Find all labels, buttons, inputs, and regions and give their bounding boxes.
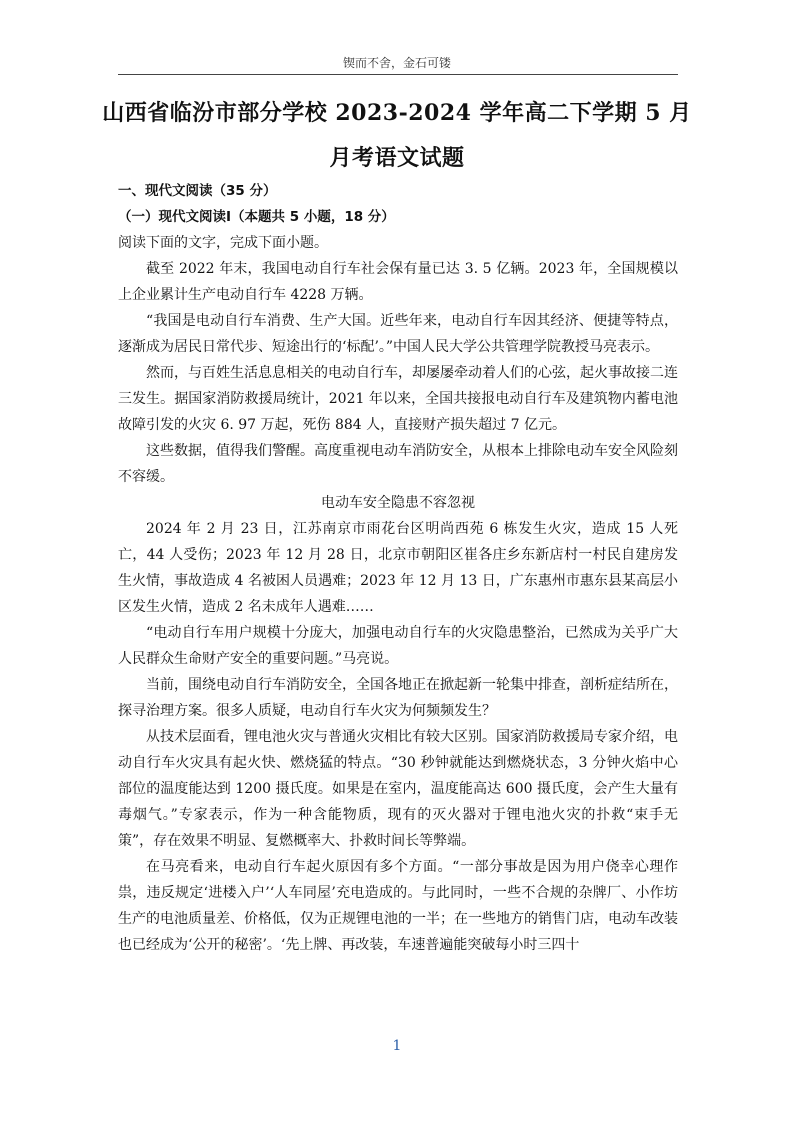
paragraph: 从技术层面看，锂电池火灾与普通火灾相比有较大区别。国家消防救援局专家介绍，电动自行车火灾具有起火快、燃烧猛的特点。“30 秒钟就能达到燃烧状态，3 分钟火焰中心部位的温度能达到 1200 摄氏度。如果是在室内，温度能高达 600 摄氏度，会产生大量有毒烟气。”专家表示，作为一种含能物质，现有的灭火器对于锂电池火灾的扑救“束手无策”，存在效果不明显、复燃概率大、扑救时间长等弊端。 bbox=[118, 729, 678, 849]
paragraph: 当前，围绕电动自行车消防安全，全国各地正在掀起新一轮集中排查，剖析症结所在，探寻治理方案。很多人质疑，电动自行车火灾为何频频发生？ bbox=[118, 677, 678, 719]
paragraph: “我国是电动自行车消费、生产大国。近些年来，电动自行车因其经济、便捷等特点，逐渐成为居民日常代步、短途出行的‘标配’。”中国人民大学公共管理学院教授马亮表示。 bbox=[118, 313, 678, 355]
document-body bbox=[118, 178, 678, 958]
paragraph: 在马亮看来，电动自行车起火原因有多个方面。“一部分事故是因为用户侥幸心理作祟，违反规定‘进楼入户’‘人车同屋’充电造成的。与此同时，一些不合规的杂牌厂、小作坊生产的电池质量差、价格低，仅为正规锂电池的一半；在一些地方的销售门店，电动车改装也已经成为‘公开的秘密’。‘先上牌、再改装，车速普遍能突破每小时三四十 bbox=[118, 859, 678, 953]
paragraph: 这些数据，值得我们警醒。高度重视电动车消防安全，从根本上排除电动车安全风险刻不容缓。 bbox=[118, 443, 678, 485]
page-number: 1 bbox=[392, 1038, 402, 1054]
document-title-line-2: 月考语文试题 bbox=[329, 145, 465, 171]
paragraph: 然而，与百姓生活息息相关的电动自行车，却屡屡牵动着人们的心弦，起火事故接二连三发生。据国家消防救援局统计，2021 年以来，全国共接报电动自行车及建筑物内蓄电池故障引发的火灾 6. 97 万起，死伤 884 人，直接财产损失超过 7 亿元。 bbox=[118, 365, 678, 433]
subsection-heading: （一）现代文阅读Ⅰ（本题共 5 小题，18 分） bbox=[118, 209, 395, 225]
paragraph: 2024 年 2 月 23 日，江苏南京市雨花台区明尚西苑 6 栋发生火灾，造成 15 人死亡，44 人受伤；2023 年 12 月 28 日，北京市朝阳区崔各庄乡东新店村一村民自建房发生火情，事故造成 4 名被困人员遇难；2023 年 12 月 13 日，广东惠州市惠东县某高层小区发生火情，造成 2 名未成年人遇难…… bbox=[118, 521, 678, 615]
paragraph: 截至 2022 年末，我国电动自行车社会保有量已达 3. 5 亿辆。2023 年，全国规模以上企业累计生产电动自行车 4228 万辆。 bbox=[118, 261, 678, 303]
instruction-text: 阅读下面的文字，完成下面小题。 bbox=[118, 235, 328, 251]
document-title-line-1: 山西省临汾市部分学校 2023-2024 学年高二下学期 5 月 bbox=[102, 100, 692, 126]
section-heading: 一、现代文阅读（35 分） bbox=[118, 183, 277, 199]
paragraph: “电动自行车用户规模十分庞大，加强电动自行车的火灾隐患整治，已然成为关乎广大人民群众生命财产安全的重要问题。”马亮说。 bbox=[118, 625, 678, 667]
header-motto: 锲而不舍，金石可镂 bbox=[342, 56, 451, 70]
article-subheading: 电动车安全隐患不容忽视 bbox=[321, 495, 475, 511]
header-divider bbox=[118, 74, 678, 75]
